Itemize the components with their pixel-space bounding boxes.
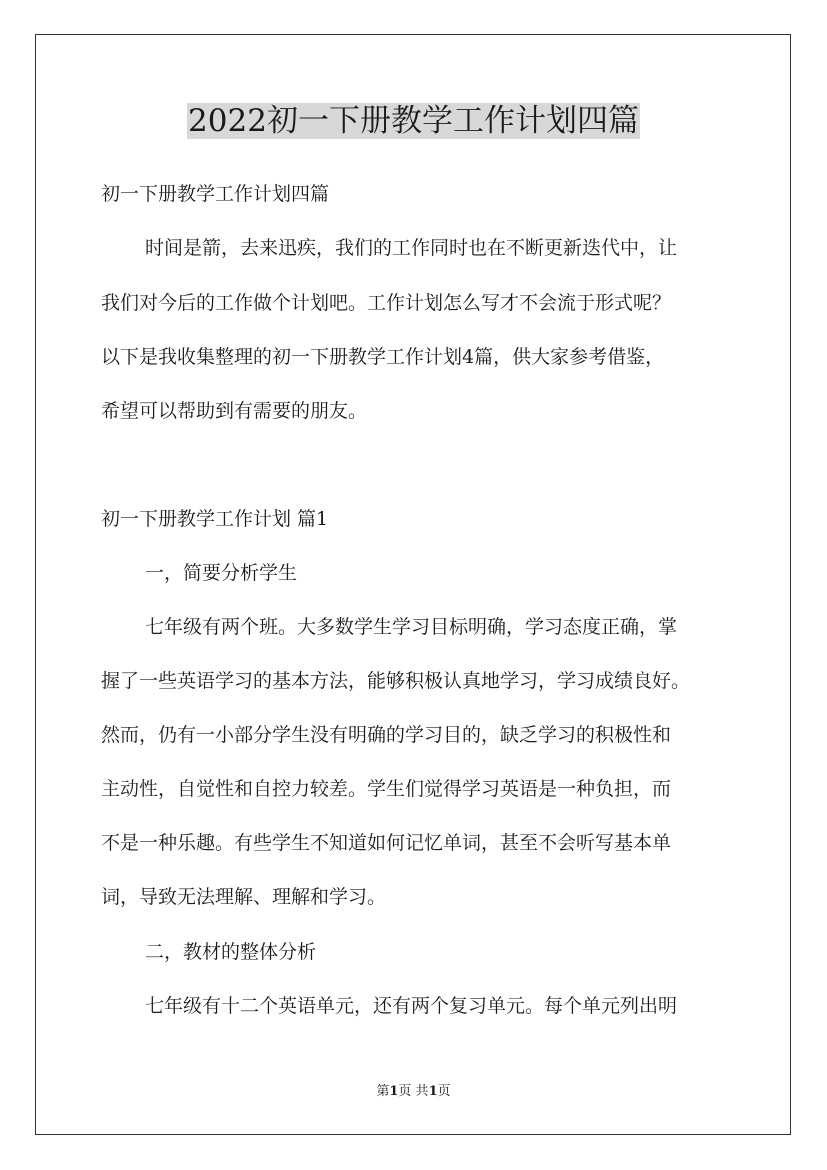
- part1-line-6: 词，导致无法理解、理解和学习。: [101, 886, 387, 908]
- footer-suffix: 页: [437, 1084, 451, 1099]
- document-subtitle: 初一下册教学工作计划四篇: [101, 183, 330, 205]
- intro-line-2: 我们对今后的工作做个计划吧。工作计划怎么写才不会流于形式呢？: [101, 292, 672, 314]
- part1-line-2: 握了一些英语学习的基本方法，能够积极认真地学习，学习成绩良好。: [101, 670, 691, 692]
- part1-line-1: 七年级有两个班。大多数学生学习目标明确，学习态度正确，掌: [145, 616, 678, 638]
- intro-line-1: 时间是箭，去来迅疾，我们的工作同时也在不断更新迭代中，让: [145, 237, 678, 259]
- footer-total-pages: 1: [428, 1084, 438, 1099]
- part2-line-1: 七年级有十二个英语单元，还有两个复习单元。每个单元列出明: [145, 995, 678, 1017]
- section-heading: 初一下册教学工作计划 篇1: [101, 508, 329, 530]
- part1-line-5: 不是一种乐趣。有些学生不知道如何记忆单词，甚至不会听写基本单: [101, 832, 672, 854]
- footer-mid: 页 共: [398, 1084, 429, 1099]
- part1-line-4: 主动性，自觉性和自控力较差。学生们觉得学习英语是一种负担，而: [101, 778, 672, 800]
- part1-heading: 一，简要分析学生: [145, 562, 298, 584]
- intro-line-3: 以下是我收集整理的初一下册教学工作计划4篇，供大家参考借鉴，: [101, 346, 665, 368]
- footer-current-page: 1: [389, 1084, 399, 1099]
- page-number-footer: [0, 1084, 827, 1100]
- footer-prefix: 第: [376, 1084, 390, 1099]
- intro-line-4: 希望可以帮助到有需要的朋友。: [101, 400, 368, 422]
- document-title-text: 2022初一下册教学工作计划四篇: [188, 103, 639, 139]
- part1-line-3: 然而，仍有一小部分学生没有明确的学习目的，缺乏学习的积极性和: [101, 724, 672, 746]
- document-title: [0, 100, 827, 142]
- part2-heading: 二，教材的整体分析: [145, 941, 317, 963]
